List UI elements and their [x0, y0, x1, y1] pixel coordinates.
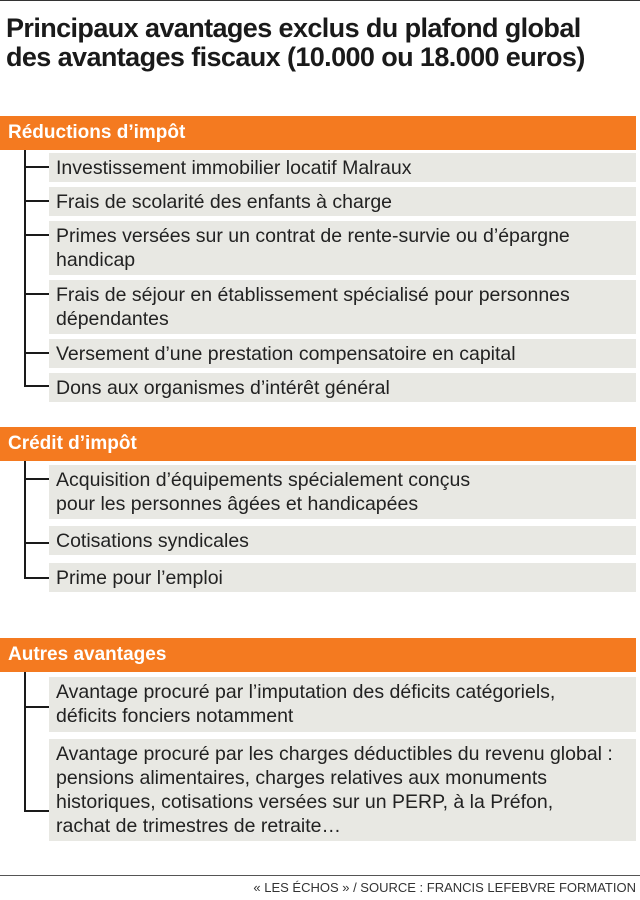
item-text: Avantage procuré par l’imputation des déficits catégoriels, déficits fonciers notamment — [56, 681, 556, 727]
list-item — [49, 563, 636, 592]
item-text: Investissement immobilier locatif Malraux — [56, 157, 412, 179]
connector — [24, 810, 49, 812]
item-text: Versement d’une prestation compensatoire en capital — [56, 343, 516, 365]
section-header — [0, 427, 636, 461]
item-text: Dons aux organismes d’intérêt général — [56, 377, 390, 399]
list-item — [49, 339, 636, 368]
connector — [24, 234, 49, 236]
connector — [24, 166, 49, 168]
item-text: Frais de séjour en établissement spécialisé pour personnes dépendantes — [56, 284, 570, 330]
source-credit: « LES ÉCHOS » / SOURCE : FRANCIS LEFEBVRE FORMATION — [253, 880, 636, 895]
connector — [24, 706, 49, 708]
connector — [24, 200, 49, 202]
connector — [24, 293, 49, 295]
list-item — [49, 221, 636, 275]
section-header — [0, 638, 636, 672]
list-item — [49, 677, 636, 732]
section-title: Autres avantages — [8, 644, 167, 665]
item-text: Acquisition d’équipements spécialement conçus pour les personnes âgées et handicapées — [56, 469, 471, 515]
list-item — [49, 187, 636, 216]
tree-line — [24, 672, 26, 812]
section-credit — [0, 427, 640, 597]
section-autres — [0, 638, 640, 843]
section-reductions — [0, 116, 640, 406]
list-item — [49, 465, 636, 519]
page-title: Principaux avantages exclus du plafond global des avantages fiscaux (10.000 ou 18.000 euros) — [6, 13, 585, 72]
section-title: Réductions d’impôt — [8, 122, 186, 143]
list-item — [49, 526, 636, 555]
list-item — [49, 280, 636, 334]
item-text: Frais de scolarité des enfants à charge — [56, 191, 393, 213]
section-title: Crédit d’impôt — [8, 433, 137, 454]
list-item — [49, 373, 636, 402]
connector — [24, 478, 49, 480]
list-item — [49, 153, 636, 182]
list-item — [49, 739, 636, 841]
item-text: Avantage procuré par les charges déductibles du revenu global : pensions alimentaires, charges relatives aux monuments historiques, cotisations versées sur un PERP, à la Préfon, rachat de trimestres de retraite… — [56, 743, 613, 837]
connector — [24, 352, 49, 354]
connector — [24, 577, 49, 579]
top-rule — [0, 0, 640, 1]
footer-rule — [0, 875, 640, 876]
connector — [24, 542, 49, 544]
connector — [24, 385, 49, 387]
section-header — [0, 116, 636, 150]
item-text: Cotisations syndicales — [56, 530, 249, 552]
item-text: Prime pour l’emploi — [56, 567, 223, 589]
item-text: Primes versées sur un contrat de rente-survie ou d’épargne handicap — [56, 225, 570, 271]
